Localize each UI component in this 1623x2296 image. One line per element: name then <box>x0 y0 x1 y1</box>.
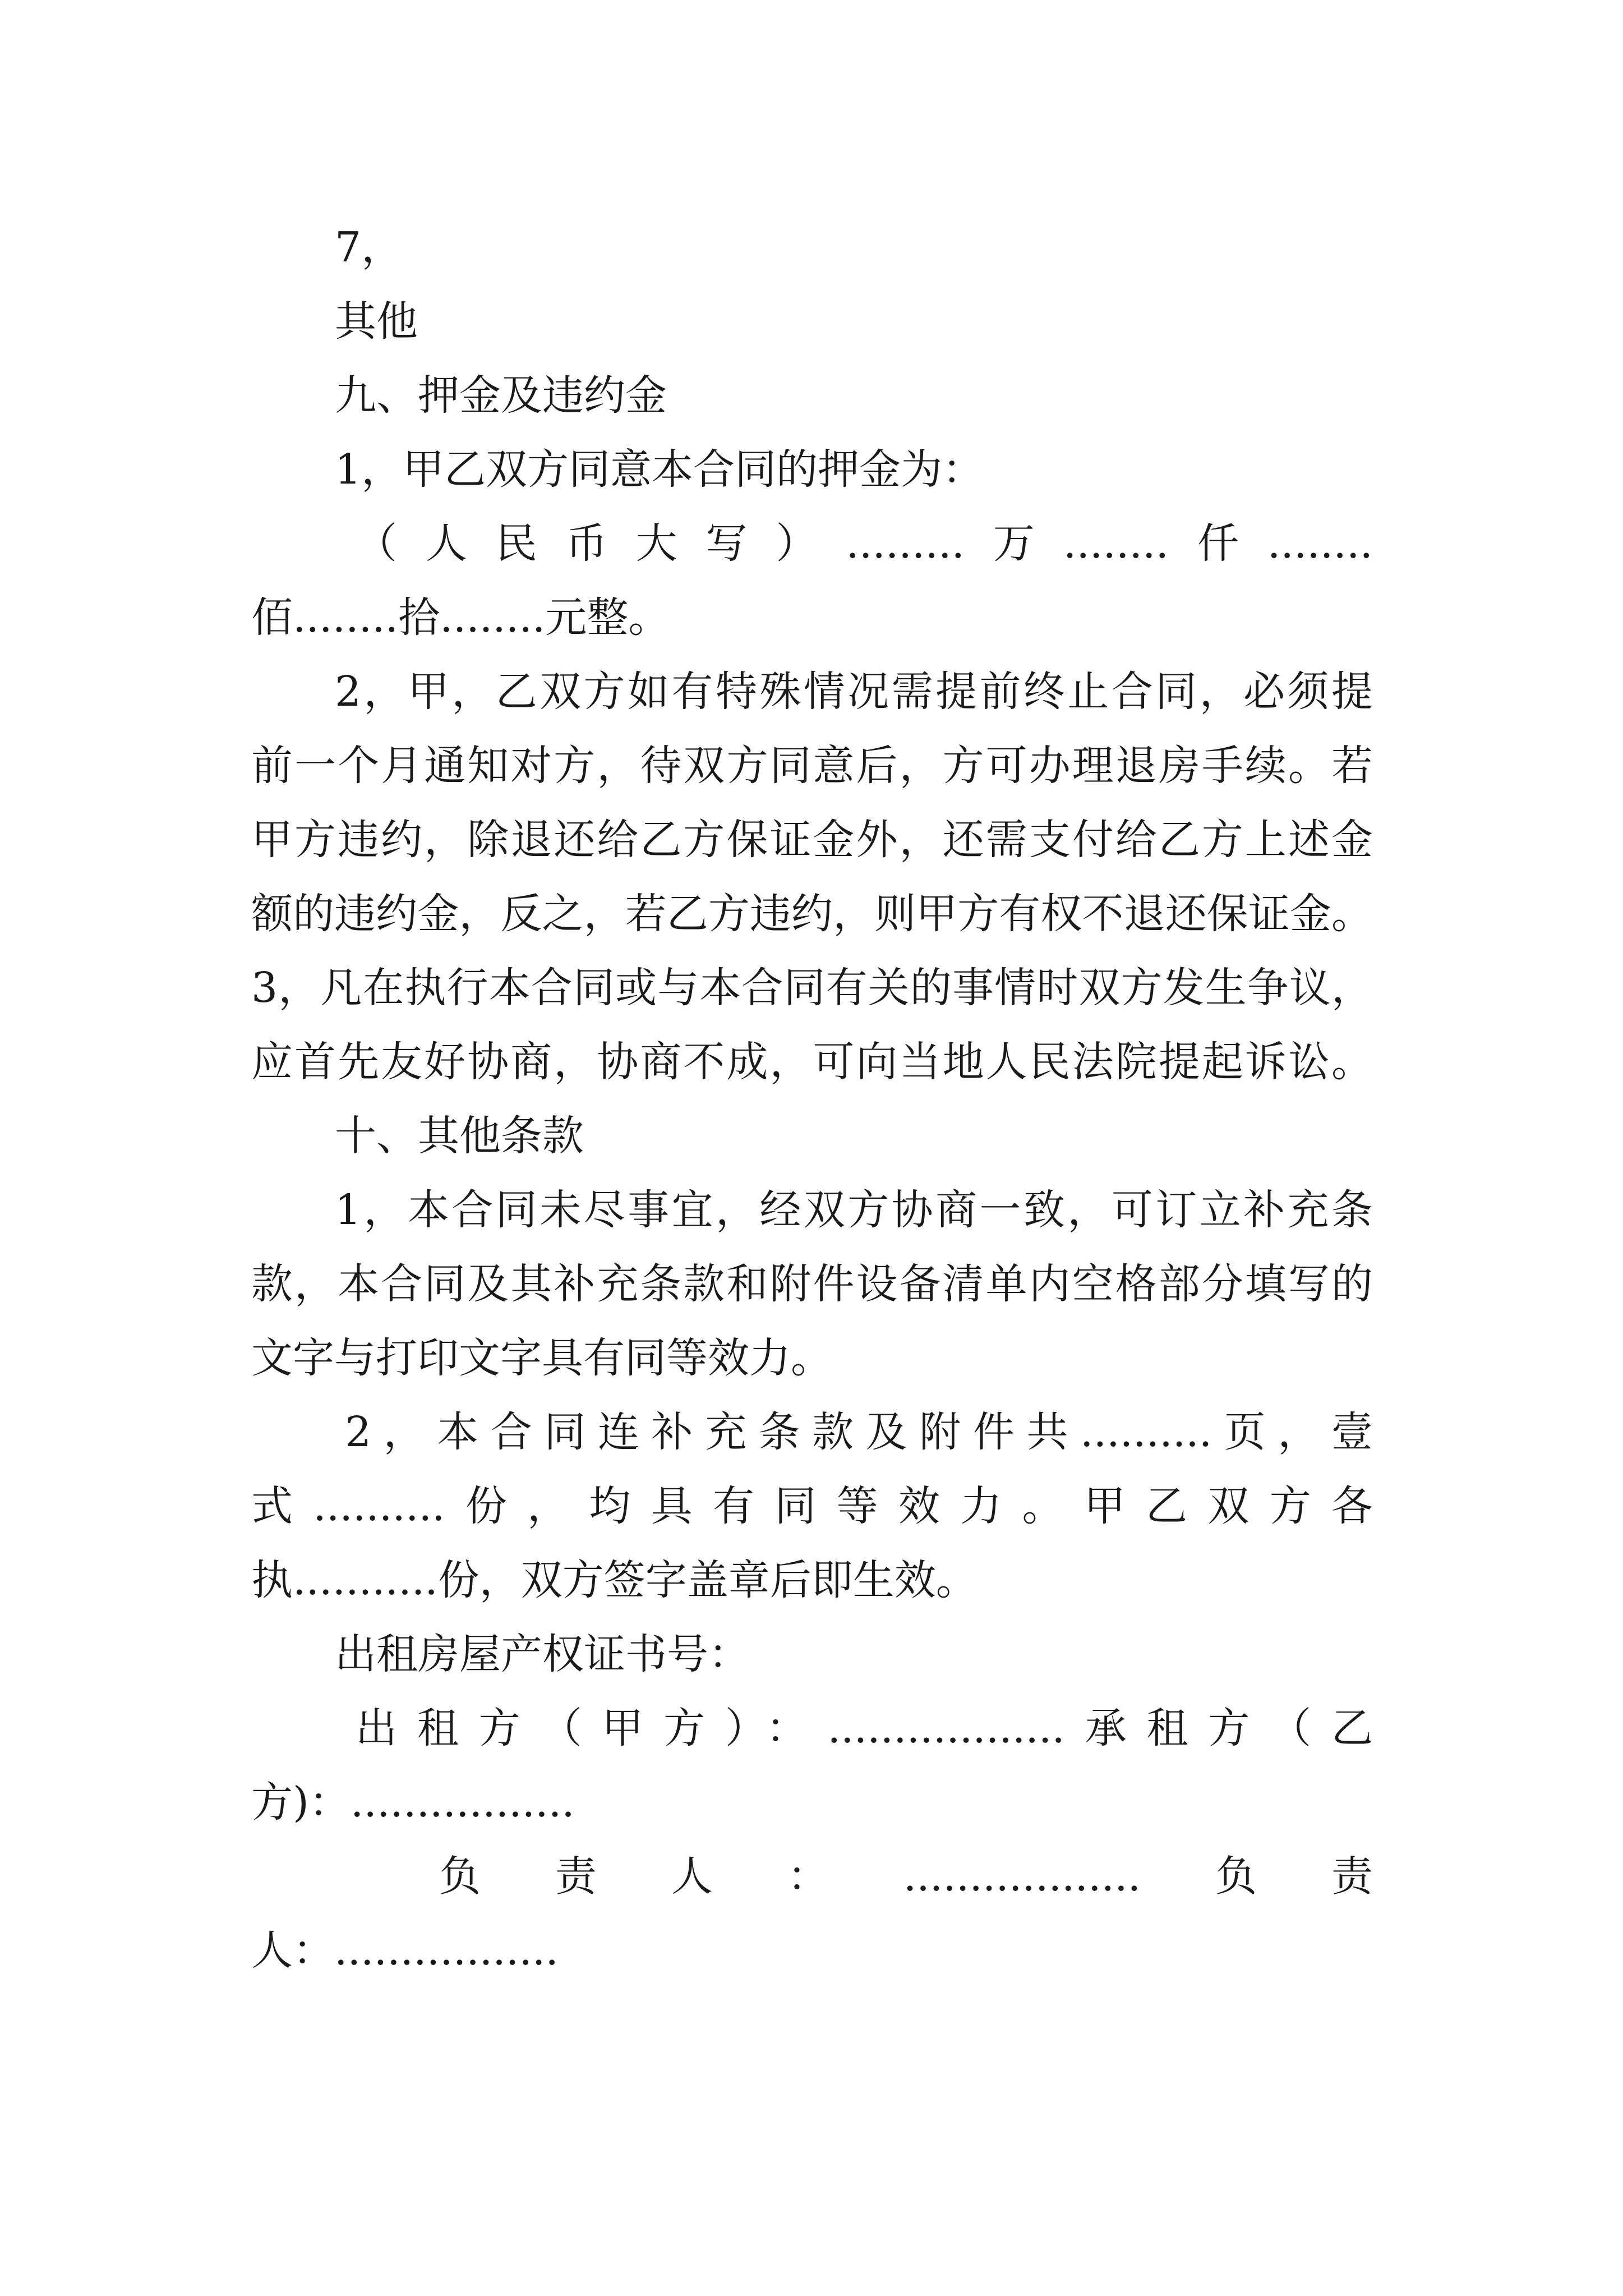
other-terms-clause-1-line-1: 1，本合同未尽事宜，经双方协商一致，可订立补充条 <box>335 1186 1373 1234</box>
deposit-clause-2-line-3: 甲方违约，除退还给乙方保证金外，还需支付给乙方上述金 <box>251 816 1373 864</box>
responsible-person-line-end: 人：................. <box>251 1926 559 1975</box>
property-certificate-label: 出租房屋产权证书号： <box>335 1630 750 1678</box>
section-heading-other-terms: 十、其他条款 <box>335 1112 584 1160</box>
deposit-amount-line: （人民币大写）.........万........仟........ <box>356 519 1373 568</box>
other-terms-clause-2-line-3: 执...........份，双方签字盖章后即生效。 <box>251 1556 978 1604</box>
lessor-lessee-line: 出租方（甲方）：..................承租方（乙 <box>356 1704 1373 1752</box>
deposit-clause-3-line-2: 应首先友好协商，协商不成，可向当地人民法院提起诉讼。 <box>251 1038 1373 1086</box>
deposit-clause-2-line-2: 前一个月通知对方，待双方同意后，方可办理退房手续。若 <box>251 742 1373 790</box>
other-terms-clause-2-line-2: 式..........份，均具有同等效力。甲乙双方各 <box>251 1482 1373 1530</box>
deposit-amount-line-end: 佰........拾........元整。 <box>251 593 670 642</box>
item-number-7: 7， <box>335 223 403 272</box>
deposit-clause-2-line-4: 额的违约金，反之，若乙方违约，则甲方有权不退还保证金。 <box>251 890 1373 938</box>
lessee-line-end: 方)：................. <box>251 1778 575 1826</box>
other-terms-clause-1-line-2: 款，本合同及其补充条款和附件设备清单内空格部分填写的 <box>251 1260 1373 1308</box>
other-terms-clause-2-line-1: 2，本合同连补充条款及附件共..........页，壹 <box>345 1408 1373 1456</box>
section-heading-deposit: 九、押金及违约金 <box>335 371 667 420</box>
item-other: 其他 <box>335 297 418 346</box>
other-terms-clause-1-line-3: 文字与打印文字具有同等效力。 <box>251 1334 832 1382</box>
deposit-clause-1: 1，甲乙双方同意本合同的押金为： <box>335 445 984 494</box>
responsible-person-line: 负责人：..................负责 <box>439 1852 1373 1901</box>
deposit-clause-3-line-1: 3，凡在执行本合同或与本合同有关的事情时双方发生争议， <box>251 964 1373 1012</box>
deposit-clause-2-line-1: 2，甲，乙双方如有特殊情况需提前终止合同，必须提 <box>335 668 1373 716</box>
